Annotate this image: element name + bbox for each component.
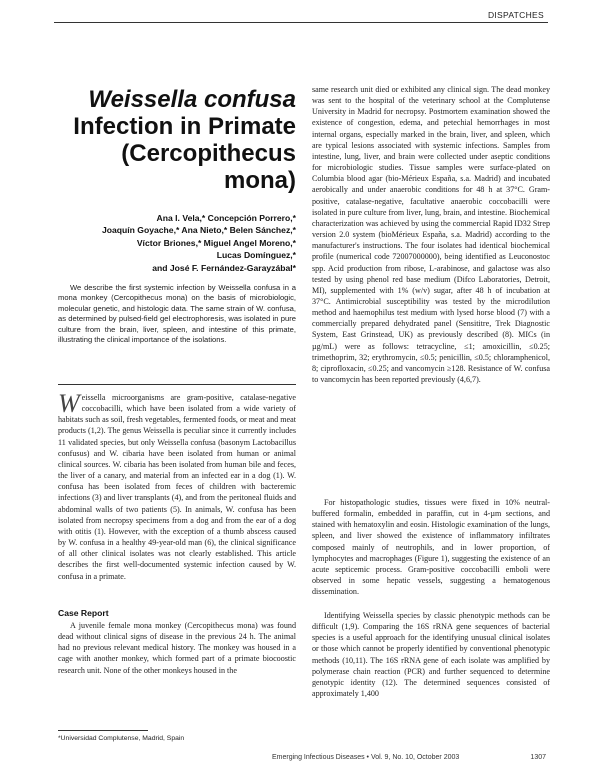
intro-paragraph [58,389,296,582]
footnote-rule [58,730,148,731]
page-number: 1307 [530,754,546,761]
authors [60,212,296,274]
right-paragraph-1: same research unit died or exhibited any clinical sign. The dead monkey was sent to the hospital of the veterinary school at the Complutense University in Madrid for necropsy. Postmortem examination showed the existence of congestion, edema, and petechial hemorrhages in most internal organs, especially marked in the brain, liver, and spleen, which are typical lesions associated with systemic infections. Samples from intestine, lung, liver, and brain were collected under aseptic conditions for microbiologic studies. Tissue samples were surface-plated on Columbia blood agar (bio-Mérieux España, s.a. Madrid) and incubated aerobically and under anaerobic conditions for 48 h at 37°C. Gram-positive, catalase-negative, facultative anaerobic coccobacilli were isolated in pure culture from liver, lung, brain, and intestine. Biochemical characterization was achieved by using the commercial Rapid ID32 Strep version 2.0 system (bioMérieux España, s.a. Madrid) according to the manufacturer's instructions. The four isolates had identical biochemical profile (numerical code 72007000000), being identified as Leuconostoc spp. Acid production from ribose, L-arabinose, and galactose was also tested by using phenol red base medium (Difco Laboratories, Detroit, MI), supplemented with 1% (w/v) sugar, after 48 h of incubation at 37°C. Antimicrobial susceptibility was tested by the microdilution method and haemophilus test medium with lysed horse blood (7) with a commercially prepared dehydrated panel (Sensititre, Trek Diagnostic System, East Grinstead, UK) as previously described (8). MICs (in µg/mL) were as follows: tetracycline, ≤1; amoxicillin, ≤0.25; trimethoprim, 32; erythromycin, ≤0.5; penicillin, ≤0.5; chloramphenicol, 8; ciprofloxacin, ≤0.25; and vancomycin ≥128. Resistance of W. confusa to vancomycin has been reported previously (4,6,7). [312,85,551,385]
title-line3: (Cercopithecus [121,140,296,167]
author-line: Lucas Domínguez,* [216,250,296,261]
header-rule [54,22,548,23]
abstract: We describe the first systemic infection by Weissella confusa in a mona monkey (Cercopithecus mona) on the basis of microbiologic, molecular genetic, and histologic data. The same strain of W. confusa, as determined by pulsed-field gel electrophoresis, was isolated in pure culture from the brain, liver, spleen, and intestine of this primate, illustrating the clinical importance of the isolations. [58,283,296,345]
right-paragraph-3: Identifying Weissella species by classic phenotypic methods can be difficult (1,9). Comparing the 16S rRNA gene sequences of bacterial species is a useful approach for the identifying unusual clinical isolates or those which cannot be properly identified by conventional phenotypic methods (10,11). The 16S rRNA gene of each isolate was amplified by polymerase chain reaction (PCR) and further sequenced to determine genotypic identity (12). The determined sequences consisted of approximately 1,400 [312,611,550,699]
article-title [60,86,296,194]
section-tag: DISPATCHES [487,10,544,20]
abstract-rule [58,384,296,385]
affiliation-footnote: *Universidad Complutense, Madrid, Spain [58,735,185,742]
intro-text: eissella microorganisms are gram-positive, catalase-negative coccobacilli, which have been isolated from a wide variety of habitats such as soil, fresh vegetables, fermented foods, or meat and meat products (1,2). The genus Weissella is peculiar since it currently includes 11 validated species, but only Weissella confusa (basonym Lactobacillus confusus) and W. cibaria have been isolated from human or animal clinical sources. W. cibaria has been isolated from human bile and feces, the liver of a canary, and material from an infected ear in a dog (1). W. confusa has been isolated from feces of children with bacteremic infections (3) and liver transplants (4), and from the peritoneal fluids and abdominal walls of two patients (5). In animals, W. confusa has been isolated from necropsy specimens from a dog and from the ear of a dog with otitis (1). However, with the exception of a thumb abscess caused by W. confusa in a healthy 49-year-old man (6), the clinical significance of all other clinical isolates was not clearly established. This article describes the first well-documented systemic infection caused by W. confusa in a primate. [58,393,296,581]
case-report-heading: Case Report [58,608,109,618]
title-species: Weissella confusa [88,86,296,113]
author-line: Víctor Briones,* Miguel Angel Moreno,* [136,237,296,248]
title-line2: Infection in Primate [73,113,296,140]
author-line: and José F. Fernández-Garayzábal* [152,262,296,273]
case-report-text: A juvenile female mona monkey (Cercopithecus mona) was found dead without clinical signs of disease in the previous 24 h. The animal had no previous relevant medical history. The monkey was housed in a cage with another monkey, which formed part of a primate biocoostic research unit. None of the other monkeys housed in the [58,621,296,675]
right-paragraph-2: For histopathologic studies, tissues were fixed in 10% neutral-buffered formalin, embedded in paraffin, cut in 4-µm sections, and stained with hematoxylin and eosin. Histologic examination of the lungs, spleen, and liver showed the existence of inflammatory infiltrates composed mainly of neutrophils, and in lower proportion, of lymphocytes and macrophages (Figure 1), suggesting the existence of an acute septicemic process. Gram-positive coccobacilli emboli were observed in some hepatic vessels, suggesting a hematogenous dissemination. [312,498,550,597]
title-line4: mona) [224,167,296,194]
author-line: Ana I. Vela,* Concepción Porrero,* [156,213,296,223]
author-line: Joaquín Goyache,* Ana Nieto,* Belen Sánchez,* [101,225,296,236]
drop-cap: W [58,389,80,418]
journal-footer: Emerging Infectious Diseases • Vol. 9, No. 10, October 2003 [272,754,460,761]
